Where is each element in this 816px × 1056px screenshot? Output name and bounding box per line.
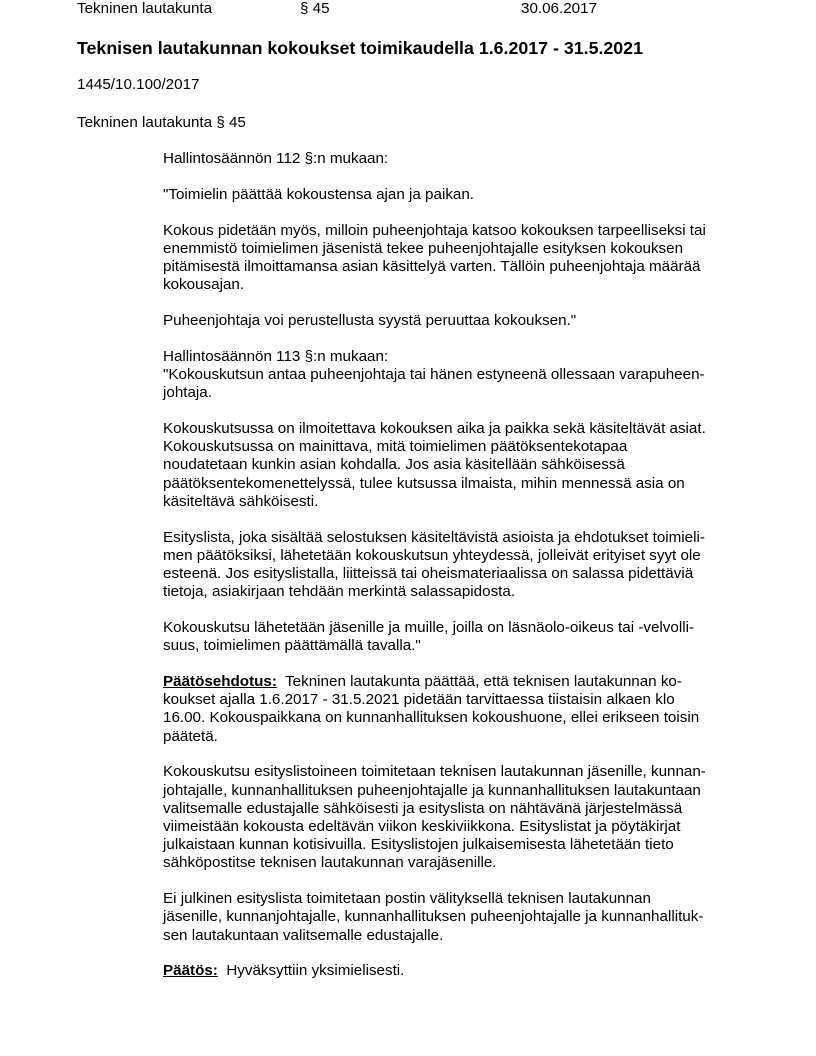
line-text: Kokouskutsussa on mainittava, mitä toimielimen päätöksentekotapaa: [163, 438, 628, 456]
paragraph-line: [163, 782, 753, 800]
line-text: Hyväksyttiin yksimielisesti.: [226, 962, 405, 980]
paragraph-line: [163, 763, 753, 781]
line-text: Kokouskutsu lähetetään jäsenille ja muille, joilla on läsnäolo-oikeus tai -velvolli-: [163, 619, 695, 637]
paragraph-line: [163, 927, 753, 945]
paragraph-line: [163, 276, 753, 294]
paragraph-line: [163, 962, 753, 980]
paragraph-line: [163, 456, 753, 474]
paragraph-line: [163, 691, 753, 709]
paragraph-line: [163, 583, 753, 601]
line-text: johtaja.: [163, 384, 212, 402]
body-paragraph: [163, 150, 753, 168]
paragraph-line: [163, 222, 753, 240]
header-date: 30.06.2017: [521, 0, 598, 17]
committee-section: Tekninen lautakunta § 45: [77, 114, 246, 131]
paragraph-line: [163, 800, 753, 818]
paragraph-line: [163, 565, 753, 583]
line-text: kokousajan.: [163, 276, 245, 294]
paragraph-line: [163, 493, 753, 511]
line-text: jäsenille, kunnanjohtajalle, kunnanhallituksen puheenjohtajalle ja kunnanhallituk-: [163, 908, 704, 926]
line-text: Puheenjohtaja voi perustellusta syystä peruuttaa kokouksen.": [163, 312, 577, 329]
paragraph-line: [163, 908, 753, 926]
paragraph-line: [163, 818, 753, 836]
line-text: "Toimielin päättää kokoustensa ajan ja paikan.: [163, 185, 475, 203]
line-text: päätetä.: [163, 727, 218, 745]
line-text: tietoja, asiakirjaan tehdään merkintä salassapidosta.: [163, 583, 516, 601]
line-text: esteenä. Jos esityslistalla, liitteissä tai oheismateriaalissa on salassa pidettäviä: [163, 565, 694, 583]
paragraph-line: [163, 854, 753, 872]
paragraph-line: [163, 366, 753, 384]
decision-paragraph: [163, 673, 753, 746]
line-text: viimeistään kokousta edeltävän viikon keskiviikkona. Esityslistat ja pöytäkirjat: [163, 818, 681, 836]
body-paragraph: [163, 529, 753, 602]
body-paragraph: [163, 348, 753, 403]
line-text: sähköpostitse teknisen lautakunnan varajäsenille.: [163, 854, 497, 872]
body-paragraph: [163, 763, 753, 872]
body-paragraph: [163, 619, 753, 655]
paragraph-line: [163, 709, 753, 727]
paragraph-line: [163, 619, 753, 637]
line-text: Tekninen lautakunta päättää, että teknisen lautakunnan ko-: [285, 673, 682, 691]
line-text: päätöksentekomenettelyssä, tulee kutsussa ilmaista, mihin mennessä asia on: [163, 474, 685, 492]
paragraph-line: [163, 420, 753, 438]
paragraph-line: [163, 150, 753, 168]
paragraph-line: [163, 240, 753, 258]
line-text: käsiteltävä sähköisesti.: [163, 492, 319, 510]
line-text: johtajalle, kunnanhallituksen puheenjohtajalle ja kunnanhallituksen lautakuntaan: [163, 781, 701, 799]
line-text: valitsemalle edustajalle sähköisesti ja esityslista on nähtävänä järjestelmässä: [163, 799, 683, 817]
line-text: 16.00. Kokouspaikkana on kunnanhallituksen kokoushuone, ellei erikseen toisin: [163, 709, 700, 727]
line-text: Kokouskutsussa on ilmoitettava kokouksen aika ja paikka sekä käsiteltävät asiat.: [163, 420, 706, 437]
line-text: Kokous pidetään myös, milloin puheenjohtaja katsoo kokouksen tarpeelliseksi tai: [163, 221, 706, 239]
paragraph-line: [163, 728, 753, 746]
line-text: enemmistö toimielimen jäsenistä tekee puheenjohtajalle esityksen kokouksen: [163, 239, 684, 257]
paragraph-line: [163, 836, 753, 854]
reference-number: 1445/10.100/2017: [77, 76, 200, 93]
line-text: Esityslista, joka sisältää selostuksen käsiteltävistä asioista ja ehdotukset toimieli-: [163, 528, 705, 546]
paragraph-line: [163, 258, 753, 276]
line-text: "Kokouskutsun antaa puheenjohtaja tai hänen estyneenä ollessaan varapuheen-: [163, 366, 705, 383]
decision-paragraph: [163, 962, 753, 980]
line-text: julkaistaan kunnan kotisivuilla. Esityslistojen julkaisemisesta lähetetään tieto: [163, 836, 674, 854]
line-text: Hallintosäännön 112 §:n mukaan:: [163, 150, 389, 167]
body-paragraph: [163, 222, 753, 295]
paragraph-line: [163, 312, 753, 330]
document-title: Teknisen lautakunnan kokoukset toimikaudella 1.6.2017 - 31.5.2021: [77, 38, 643, 58]
paragraph-line: [163, 438, 753, 456]
line-text: pitämisestä ilmoittamansa asian käsittelyä varten. Tällöin puheenjohtaja määrää: [163, 258, 701, 275]
paragraph-line: [163, 529, 753, 547]
body-paragraph: [163, 890, 753, 945]
paragraph-line: [163, 475, 753, 493]
paragraph-line: [163, 186, 753, 204]
paragraph-line: [163, 348, 753, 366]
line-text: koukset ajalla 1.6.2017 - 31.5.2021 pidetään tarvittaessa tiistaisin alkaen klo: [163, 691, 675, 709]
body-paragraph: [163, 420, 753, 511]
line-text: suus, toimielimen päättämällä tavalla.": [163, 637, 421, 655]
paragraph-line: [163, 384, 753, 402]
line-text: Hallintosäännön 113 §:n mukaan:: [163, 347, 389, 365]
paragraph-label: Päätös:: [163, 962, 218, 980]
paragraph-line: [163, 673, 753, 691]
line-text: sen lautakuntaan valitsemalle edustajalle.: [163, 926, 444, 944]
line-text: noudatetaan kunkin asian kohdalla. Jos asia käsitellään sähköisessä: [163, 456, 625, 474]
document-body: [163, 150, 753, 998]
paragraph-label: Päätösehdotus:: [163, 673, 277, 691]
body-paragraph: [163, 312, 753, 330]
header-section: § 45: [300, 0, 330, 17]
line-text: Ei julkinen esityslista toimitetaan postin välityksellä teknisen lautakunnan: [163, 890, 651, 908]
paragraph-line: [163, 637, 753, 655]
body-paragraph: [163, 186, 753, 204]
line-text: men päätöksiksi, lähetetään kokouskutsun yhteydessä, jolleivät erityiset syyt ole: [163, 546, 701, 564]
paragraph-line: [163, 547, 753, 565]
line-text: Kokouskutsu esityslistoineen toimitetaan teknisen lautakunnan jäsenille, kunnan-: [163, 763, 706, 781]
paragraph-line: [163, 890, 753, 908]
header-committee: Tekninen lautakunta: [77, 0, 213, 17]
